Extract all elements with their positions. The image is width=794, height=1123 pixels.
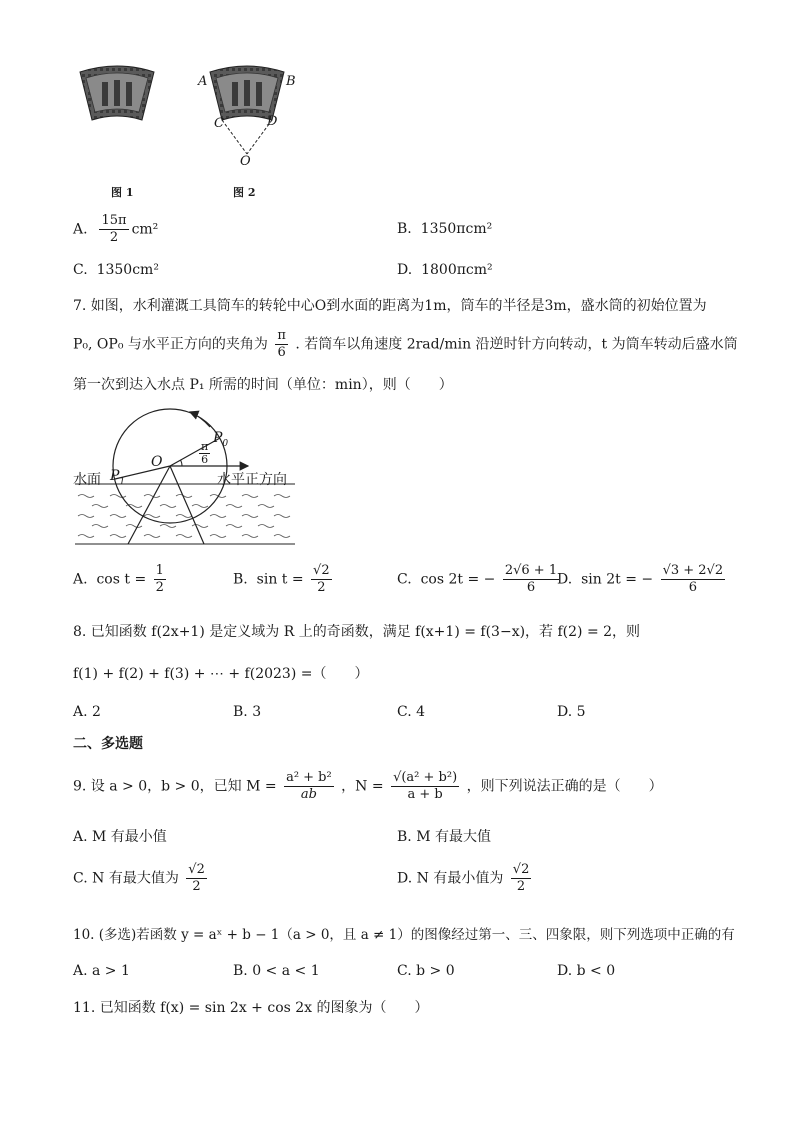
q10-stem: 10. (多选)若函数 y = aˣ + b − 1（a > 0，且 a ≠ 1）的图像经过第一、三、四象限，则下列选项中正确的有 bbox=[73, 927, 735, 943]
horizontal-direction-label: 水平正方向 bbox=[217, 472, 287, 488]
q6-option-a: A. $\frac{15\pi}{2}$ cm² bbox=[73, 213, 159, 245]
center-O-label: O bbox=[151, 454, 163, 470]
q9-stem: 9. 设 a > 0，b > 0，已知 M = $\frac{\text{a² + b²}}{ab}$ ，N = $\frac{\text{√(a² + b²)}}{a + b}$ ，则下列说法正确的是（ ） bbox=[73, 770, 663, 802]
water-region bbox=[75, 484, 295, 544]
fan-1-image bbox=[80, 66, 154, 120]
fig2-label-B: B bbox=[286, 74, 296, 89]
q9-option-c: C. N 有最大值为 $\frac{√2}{2}$ bbox=[73, 862, 205, 894]
q8-line2: f(1) + f(2) + f(3) + ⋯ + f(2023) =（ ） bbox=[73, 666, 369, 682]
q7-line1: 7. 如图，水利灌溉工具筒车的转轮中心O到水面的距离为1m，筒车的半径是3m，盛水筒的初始位置为 bbox=[73, 298, 707, 314]
q6-option-d: D. 1800πcm² bbox=[397, 262, 493, 278]
q7-option-a: A. cos t = $\frac{1}{2}$ bbox=[73, 563, 164, 595]
q10-option-b: B. 0 < a < 1 bbox=[233, 963, 320, 979]
q8-line1: 8. 已知函数 f(2x+1) 是定义域为 R 上的奇函数，满足 f(x+1) = f(3−x)，若 f(2) = 2，则 bbox=[73, 624, 641, 640]
q10-option-a: A. a > 1 bbox=[73, 963, 130, 979]
water-surface-label: 水面 bbox=[73, 472, 101, 488]
fig2-label-O: O bbox=[240, 154, 251, 169]
fig2-label-A: A bbox=[198, 74, 208, 89]
q9-option-b: B. M 有最大值 bbox=[397, 829, 491, 845]
q8-option-b: B. 3 bbox=[233, 704, 262, 720]
angle-pi-over-6-label: $\frac{\pi}{6}$ bbox=[201, 440, 209, 466]
q8-option-a: A. 2 bbox=[73, 704, 101, 720]
q7-line2: P₀, OP₀ 与水平正方向的夹角为 $\frac{\pi}{6}$ . 若筒车以角速度 2rad/min 沿逆时针方向转动，t 为筒车转动后盛水筒 bbox=[73, 328, 738, 360]
section-multiple-choice-heading: 二、多选题 bbox=[73, 736, 143, 752]
q8-option-c: C. 4 bbox=[397, 704, 426, 720]
q9-option-d: D. N 有最小值为 $\frac{√2}{2}$ bbox=[397, 862, 530, 894]
q6-option-c: C. 1350cm² bbox=[73, 262, 159, 278]
fan-2-image bbox=[210, 66, 284, 154]
point-P0-label: $P_0$ bbox=[213, 430, 229, 449]
q7-option-d: D. sin 2t = − $\frac{√3 + 2√2}{6}$ bbox=[557, 563, 724, 595]
q11-stem: 11. 已知函数 f(x) = sin 2x + cos 2x 的图象为（ ） bbox=[73, 1000, 429, 1016]
fig2-label-C: C bbox=[214, 116, 224, 131]
q10-option-d: D. b < 0 bbox=[557, 963, 616, 979]
fig1-caption: 图 1 bbox=[111, 186, 134, 199]
point-P1-label: $P_1$ bbox=[110, 468, 126, 487]
q7-line3: 第一次到达入水点 P₁ 所需的时间（单位：min），则（ ） bbox=[73, 377, 453, 393]
fig2-label-D: D bbox=[267, 114, 278, 129]
q7-option-c: C. cos 2t = − $\frac{2√6 + 1}{6}$ bbox=[397, 563, 558, 595]
q7-option-b: B. sin t = $\frac{√2}{2}$ bbox=[233, 563, 330, 595]
q6-option-b: B. 1350πcm² bbox=[397, 221, 493, 237]
q10-option-c: C. b > 0 bbox=[397, 963, 455, 979]
fig2-caption: 图 2 bbox=[233, 186, 256, 199]
q8-option-d: D. 5 bbox=[557, 704, 586, 720]
q9-option-a: A. M 有最小值 bbox=[73, 829, 167, 845]
